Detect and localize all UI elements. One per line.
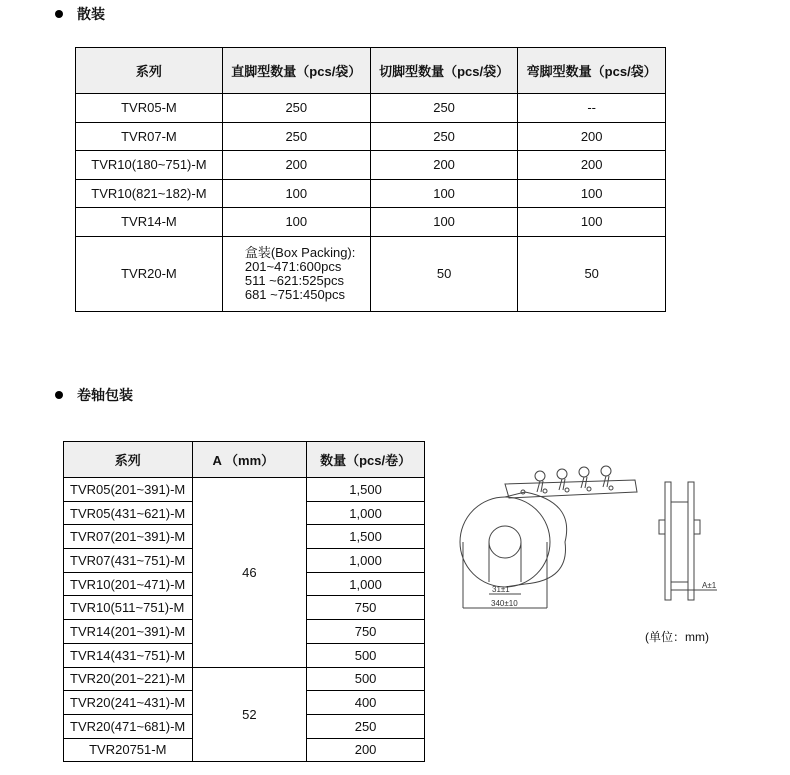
a-dimension-cell: 46 — [192, 478, 307, 668]
series-cell: TVR10(511~751)-M — [64, 596, 193, 620]
qty-cell: 50 — [518, 236, 666, 311]
qty-cell: 1,500 — [307, 525, 425, 549]
qty-cell: 1,000 — [307, 572, 425, 596]
qty-cell: 1,500 — [307, 478, 425, 502]
qty-cell: 100 — [370, 208, 518, 237]
section-heading-bulk — [55, 4, 105, 24]
qty-cell: 250 — [370, 122, 518, 151]
series-cell: TVR14(431~751)-M — [64, 643, 193, 667]
bulk-packing-table — [75, 47, 666, 312]
qty-cell: 500 — [307, 667, 425, 691]
section-heading-reel — [55, 385, 133, 405]
box-packing-line: 201~471:600pcs — [244, 258, 342, 274]
series-cell: TVR14-M — [76, 208, 223, 237]
box-packing-title: 盒装(Box Packing): — [244, 244, 356, 260]
box-packing-line: 681 ~751:450pcs — [244, 286, 345, 302]
qty-cell: 200 — [518, 122, 666, 151]
series-cell: TVR07(431~751)-M — [64, 549, 193, 573]
qty-cell: 200 — [518, 151, 666, 180]
series-cell: TVR05(431~621)-M — [64, 501, 193, 525]
dim-a-label: A±1 — [702, 581, 717, 590]
dim-inner-label: 31±1 — [492, 585, 510, 594]
reel-side-flange — [688, 482, 694, 600]
header-cell: 切脚型数量（pcs/袋） — [370, 48, 518, 94]
reel-outer — [460, 497, 550, 587]
dim-outer-label: 340±10 — [491, 599, 518, 608]
qty-cell: 750 — [307, 620, 425, 644]
a-dimension-cell: 52 — [192, 667, 307, 762]
bullet-icon — [55, 391, 63, 399]
qty-cell: 250 — [222, 94, 370, 123]
header-cell: A （mm） — [192, 442, 307, 478]
qty-cell: 500 — [307, 643, 425, 667]
reel-diagram — [455, 462, 730, 617]
series-cell: TVR14(201~391)-M — [64, 620, 193, 644]
series-cell: TVR05(201~391)-M — [64, 478, 193, 502]
qty-cell: 400 — [307, 691, 425, 715]
section-title: 散装 — [77, 6, 105, 22]
qty-cell: 100 — [518, 179, 666, 208]
table-row — [76, 151, 666, 180]
reel-side-core — [671, 502, 688, 582]
header-cell: 系列 — [76, 48, 223, 94]
header-cell: 数量（pcs/卷） — [307, 442, 425, 478]
qty-cell: 200 — [370, 151, 518, 180]
reel-hub — [489, 526, 521, 558]
unit-note: (单位：mm) — [645, 630, 709, 644]
qty-cell: -- — [518, 94, 666, 123]
bullet-icon — [55, 10, 63, 18]
qty-cell: 250 — [222, 122, 370, 151]
qty-cell: 100 — [222, 208, 370, 237]
section-title: 卷轴包装 — [77, 387, 133, 403]
table-header-row — [64, 442, 425, 478]
qty-cell: 100 — [370, 179, 518, 208]
series-cell: TVR20(201~221)-M — [64, 667, 193, 691]
table-row — [76, 208, 666, 237]
qty-cell: 250 — [307, 714, 425, 738]
qty-cell: 100 — [222, 179, 370, 208]
series-cell: TVR20(241~431)-M — [64, 691, 193, 715]
series-cell: TVR20(471~681)-M — [64, 714, 193, 738]
tape-strip — [505, 480, 637, 498]
series-cell: TVR20751-M — [64, 738, 193, 762]
qty-cell: 1,000 — [307, 549, 425, 573]
header-cell: 弯脚型数量（pcs/袋） — [518, 48, 666, 94]
reel-packing-table — [63, 441, 425, 762]
table-header-row — [76, 48, 666, 94]
header-cell: 系列 — [64, 442, 193, 478]
table-row — [76, 94, 666, 123]
box-packing-cell — [222, 236, 370, 311]
table-row — [64, 667, 425, 691]
reel-side-flange — [665, 482, 671, 600]
qty-cell: 1,000 — [307, 501, 425, 525]
qty-cell: 50 — [370, 236, 518, 311]
qty-cell: 200 — [222, 151, 370, 180]
series-cell: TVR10(180~751)-M — [76, 151, 223, 180]
header-cell: 直脚型数量（pcs/袋） — [222, 48, 370, 94]
series-cell: TVR07(201~391)-M — [64, 525, 193, 549]
reel-side — [505, 492, 567, 587]
table-row — [76, 236, 666, 311]
qty-cell: 250 — [370, 94, 518, 123]
table-row — [76, 122, 666, 151]
series-cell: TVR10(821~182)-M — [76, 179, 223, 208]
table-row — [76, 179, 666, 208]
series-cell: TVR10(201~471)-M — [64, 572, 193, 596]
qty-cell: 200 — [307, 738, 425, 762]
series-cell: TVR20-M — [76, 236, 223, 311]
series-cell: TVR05-M — [76, 94, 223, 123]
qty-cell: 750 — [307, 596, 425, 620]
series-cell: TVR07-M — [76, 122, 223, 151]
qty-cell: 100 — [518, 208, 666, 237]
table-row — [64, 478, 425, 502]
box-packing-line: 511 ~621:525pcs — [244, 272, 344, 288]
